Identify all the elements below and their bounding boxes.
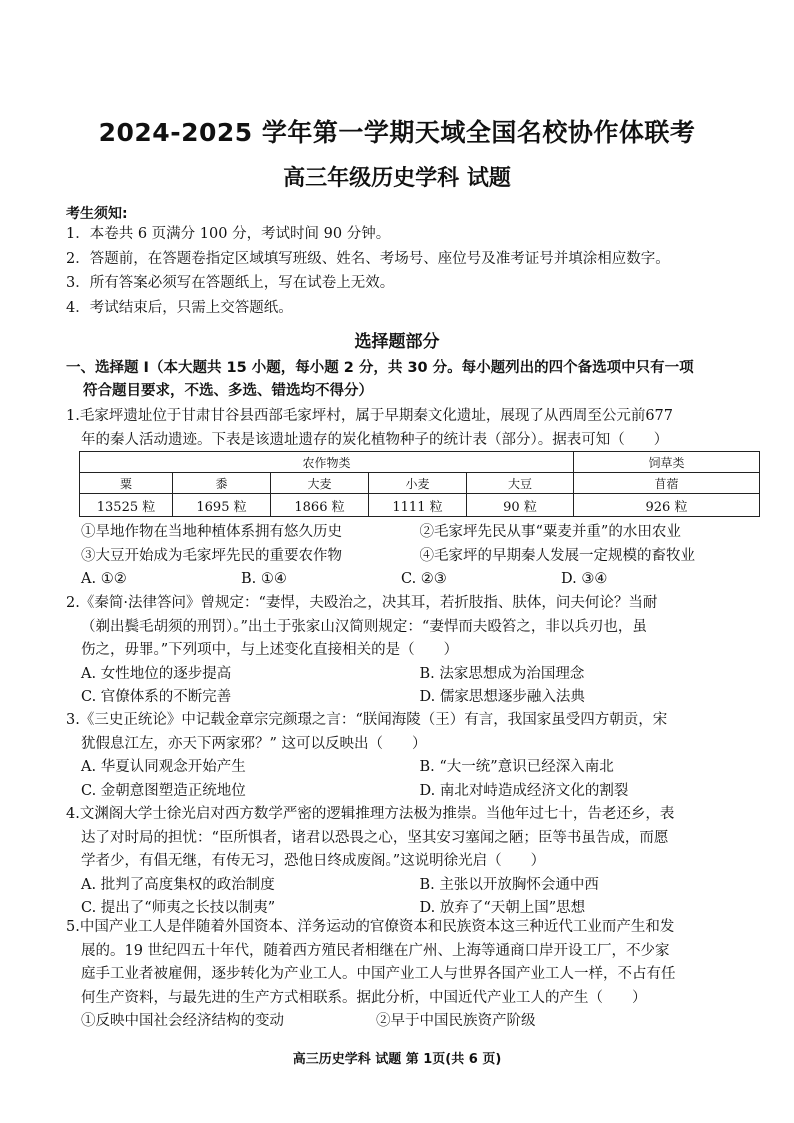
question-3: [66, 709, 758, 803]
question-1-options: [66, 521, 758, 592]
q5-stem-line: 庭手工业者被雇佣，逐步转化为产业工人。中国产业工人与世界各国产业工人一样，不占有任: [81, 966, 676, 982]
question-4: [66, 803, 758, 921]
section-title: 选择题部分: [354, 332, 440, 352]
q4-stem-line: 4.文渊阁大学士徐光启对西方数学严密的逻辑推理方法极为推崇。当他年过七十，告老还乡，表: [66, 806, 675, 822]
notice-item: 1．本卷共 6 页满分 100 分，考试时间 90 分钟。: [66, 226, 391, 242]
table-cell: 1866 粒: [271, 494, 369, 517]
q4-stem-line: 学者少，有倡无继，有传无习，恐他日终成废阁。”这说明徐光启（ ）: [81, 853, 546, 869]
table-header: 粟: [80, 473, 173, 494]
q3-stem-line: 犹假息江左，亦天下两家邪？” 这可以反映出（ ）: [81, 735, 427, 752]
table-cell: 90 粒: [467, 494, 574, 517]
table-header: 黍: [173, 473, 271, 494]
exam-title: 2024-2025 学年第一学期天域全国名校协作体联考: [98, 118, 696, 147]
table-group-crops: 农作物类: [80, 452, 574, 473]
q2-choice: C. 官僚体系的不断完善: [81, 689, 232, 705]
part1-line1: 一、选择题 I（本大题共 15 小题，每小题 2 分，共 30 分。每小题列出的四个备选项中只有一项: [66, 360, 694, 376]
q5-stem-line: 何生产资料，与最先进的生产方式相联系。据此分析，中国近代产业工人的产生（ ）: [81, 989, 647, 1006]
q5-statement: ②早于中国民族资产阶级: [376, 1013, 536, 1029]
q3-choice: A. 华夏认同观念开始产生: [81, 759, 246, 775]
table-group-forage: 饲草类: [574, 452, 760, 473]
part1-instructions: [66, 357, 756, 403]
q5-stem-line: 展的。19 世纪四五十年代，随着西方殖民者相继在广州、上海等通商口岸开设工厂，不少家: [81, 942, 670, 959]
q2-stem-line: （剃出鬓毛胡须的刑罚）。”出土于张家山汉简则规定：“妻悍而夫殴笞之，非以兵刃也，虽: [81, 618, 647, 635]
table-header: 大豆: [467, 473, 574, 494]
q2-choice: D. 儒家思想逐步融入法典: [419, 689, 585, 705]
q1-stem-line: 1.毛家坪遗址位于甘肃甘谷县西部毛家坪村，属于早期秦文化遗址，展现了从西周至公元前677: [66, 408, 674, 424]
q3-choice: B. “大一统”意识已经深入南北: [419, 759, 614, 775]
question-5: [66, 916, 758, 1034]
notice-item: 3．所有答案必须写在答题纸上，写在试卷上无效。: [66, 275, 395, 291]
q2-stem-line: 伤之，毋罪。”下列项中，与上述变化直接相关的是（ ）: [81, 642, 459, 658]
exam-subtitle: 高三年级历史学科 试题: [283, 166, 511, 191]
notice-item: 2．答题前，在答题卷指定区域填写班级、姓名、考场号、座位号及准考证号并填涂相应数字。: [66, 250, 670, 267]
q3-choice: C. 金朝意图塑造正统地位: [81, 782, 246, 799]
q4-choice: D. 放弃了“天朝上国”思想: [419, 900, 586, 916]
q1-choice: A. ①②: [81, 571, 127, 587]
q2-choice: A. 女性地位的逐步提高: [81, 665, 232, 682]
q3-choice: D. 南北对峙造成经济文化的割裂: [419, 782, 629, 799]
part1-line2: 符合题目要求，不选、多选、错选均不得分）: [83, 383, 373, 399]
q4-stem-line: 达了对时局的担忧：“臣所惧者，诸君以恐畏之心，坚其安习塞闻之陋；臣等书虽告成，而愿: [81, 829, 669, 846]
q1-choice: B. ①④: [241, 571, 287, 587]
table-cell: 1695 粒: [173, 494, 271, 517]
q1-statement: ②毛家坪先民从事“粟麦并重”的水田农业: [419, 524, 681, 540]
table-header: 小麦: [369, 473, 467, 494]
q1-choice: D. ③④: [561, 571, 608, 587]
notice-item: 4．考试结束后，只需上交答题纸。: [66, 299, 293, 316]
q1-choice: C. ②③: [401, 571, 447, 587]
question-2: [66, 592, 758, 710]
q3-stem-line: 3.《三史正统论》中记载金章宗完颜璟之言：“朕闻海陵（王）有言，我国家虽受四方朝贡，宋: [66, 712, 668, 728]
table-header: 苜蓿: [574, 473, 760, 494]
q4-choice: C. 提出了“师夷之长技以制夷”: [81, 900, 276, 916]
table-cell: 1111 粒: [369, 494, 467, 517]
q2-choice: B. 法家思想成为治国理念: [419, 665, 585, 682]
question-1-stem: [66, 405, 758, 452]
q1-statement: ④毛家坪的早期秦人发展一定规模的畜牧业: [419, 547, 695, 564]
q2-stem-line: 2.《秦简·法律答问》曾规定：“妻悍，夫殴治之，决其耳，若折肢指、肤体，问夫何论？当耐: [66, 595, 658, 611]
q1-statement: ①旱地作物在当地种植体系拥有悠久历史: [81, 524, 342, 540]
table-cell: 926 粒: [574, 494, 760, 517]
q1-stem-line: 年的秦人活动遗迹。下表是该遗址遗存的炭化植物种子的统计表（部分）。据表可知（ ）: [81, 431, 669, 448]
q5-stem-line: 5.中国产业工人是伴随着外国资本、洋务运动的官僚资本和民族资本这三种近代工业而产生和发: [66, 919, 675, 935]
q5-statement: ①反映中国社会经济结构的变动: [81, 1013, 284, 1029]
notice-list: [66, 222, 766, 320]
q4-choice: A. 批判了高度集权的政治制度: [81, 876, 275, 893]
notice-heading: 考生须知:: [66, 206, 128, 222]
q4-choice: B. 主张以开放胸怀会通中西: [419, 876, 599, 893]
page-footer: 高三历史学科 试题 第 1页(共 6 页): [292, 1052, 502, 1067]
q1-statement: ③大豆开始成为毛家坪先民的重要农作物: [81, 547, 342, 564]
seed-table: [79, 451, 760, 517]
table-header: 大麦: [271, 473, 369, 494]
table-cell: 13525 粒: [80, 494, 173, 517]
